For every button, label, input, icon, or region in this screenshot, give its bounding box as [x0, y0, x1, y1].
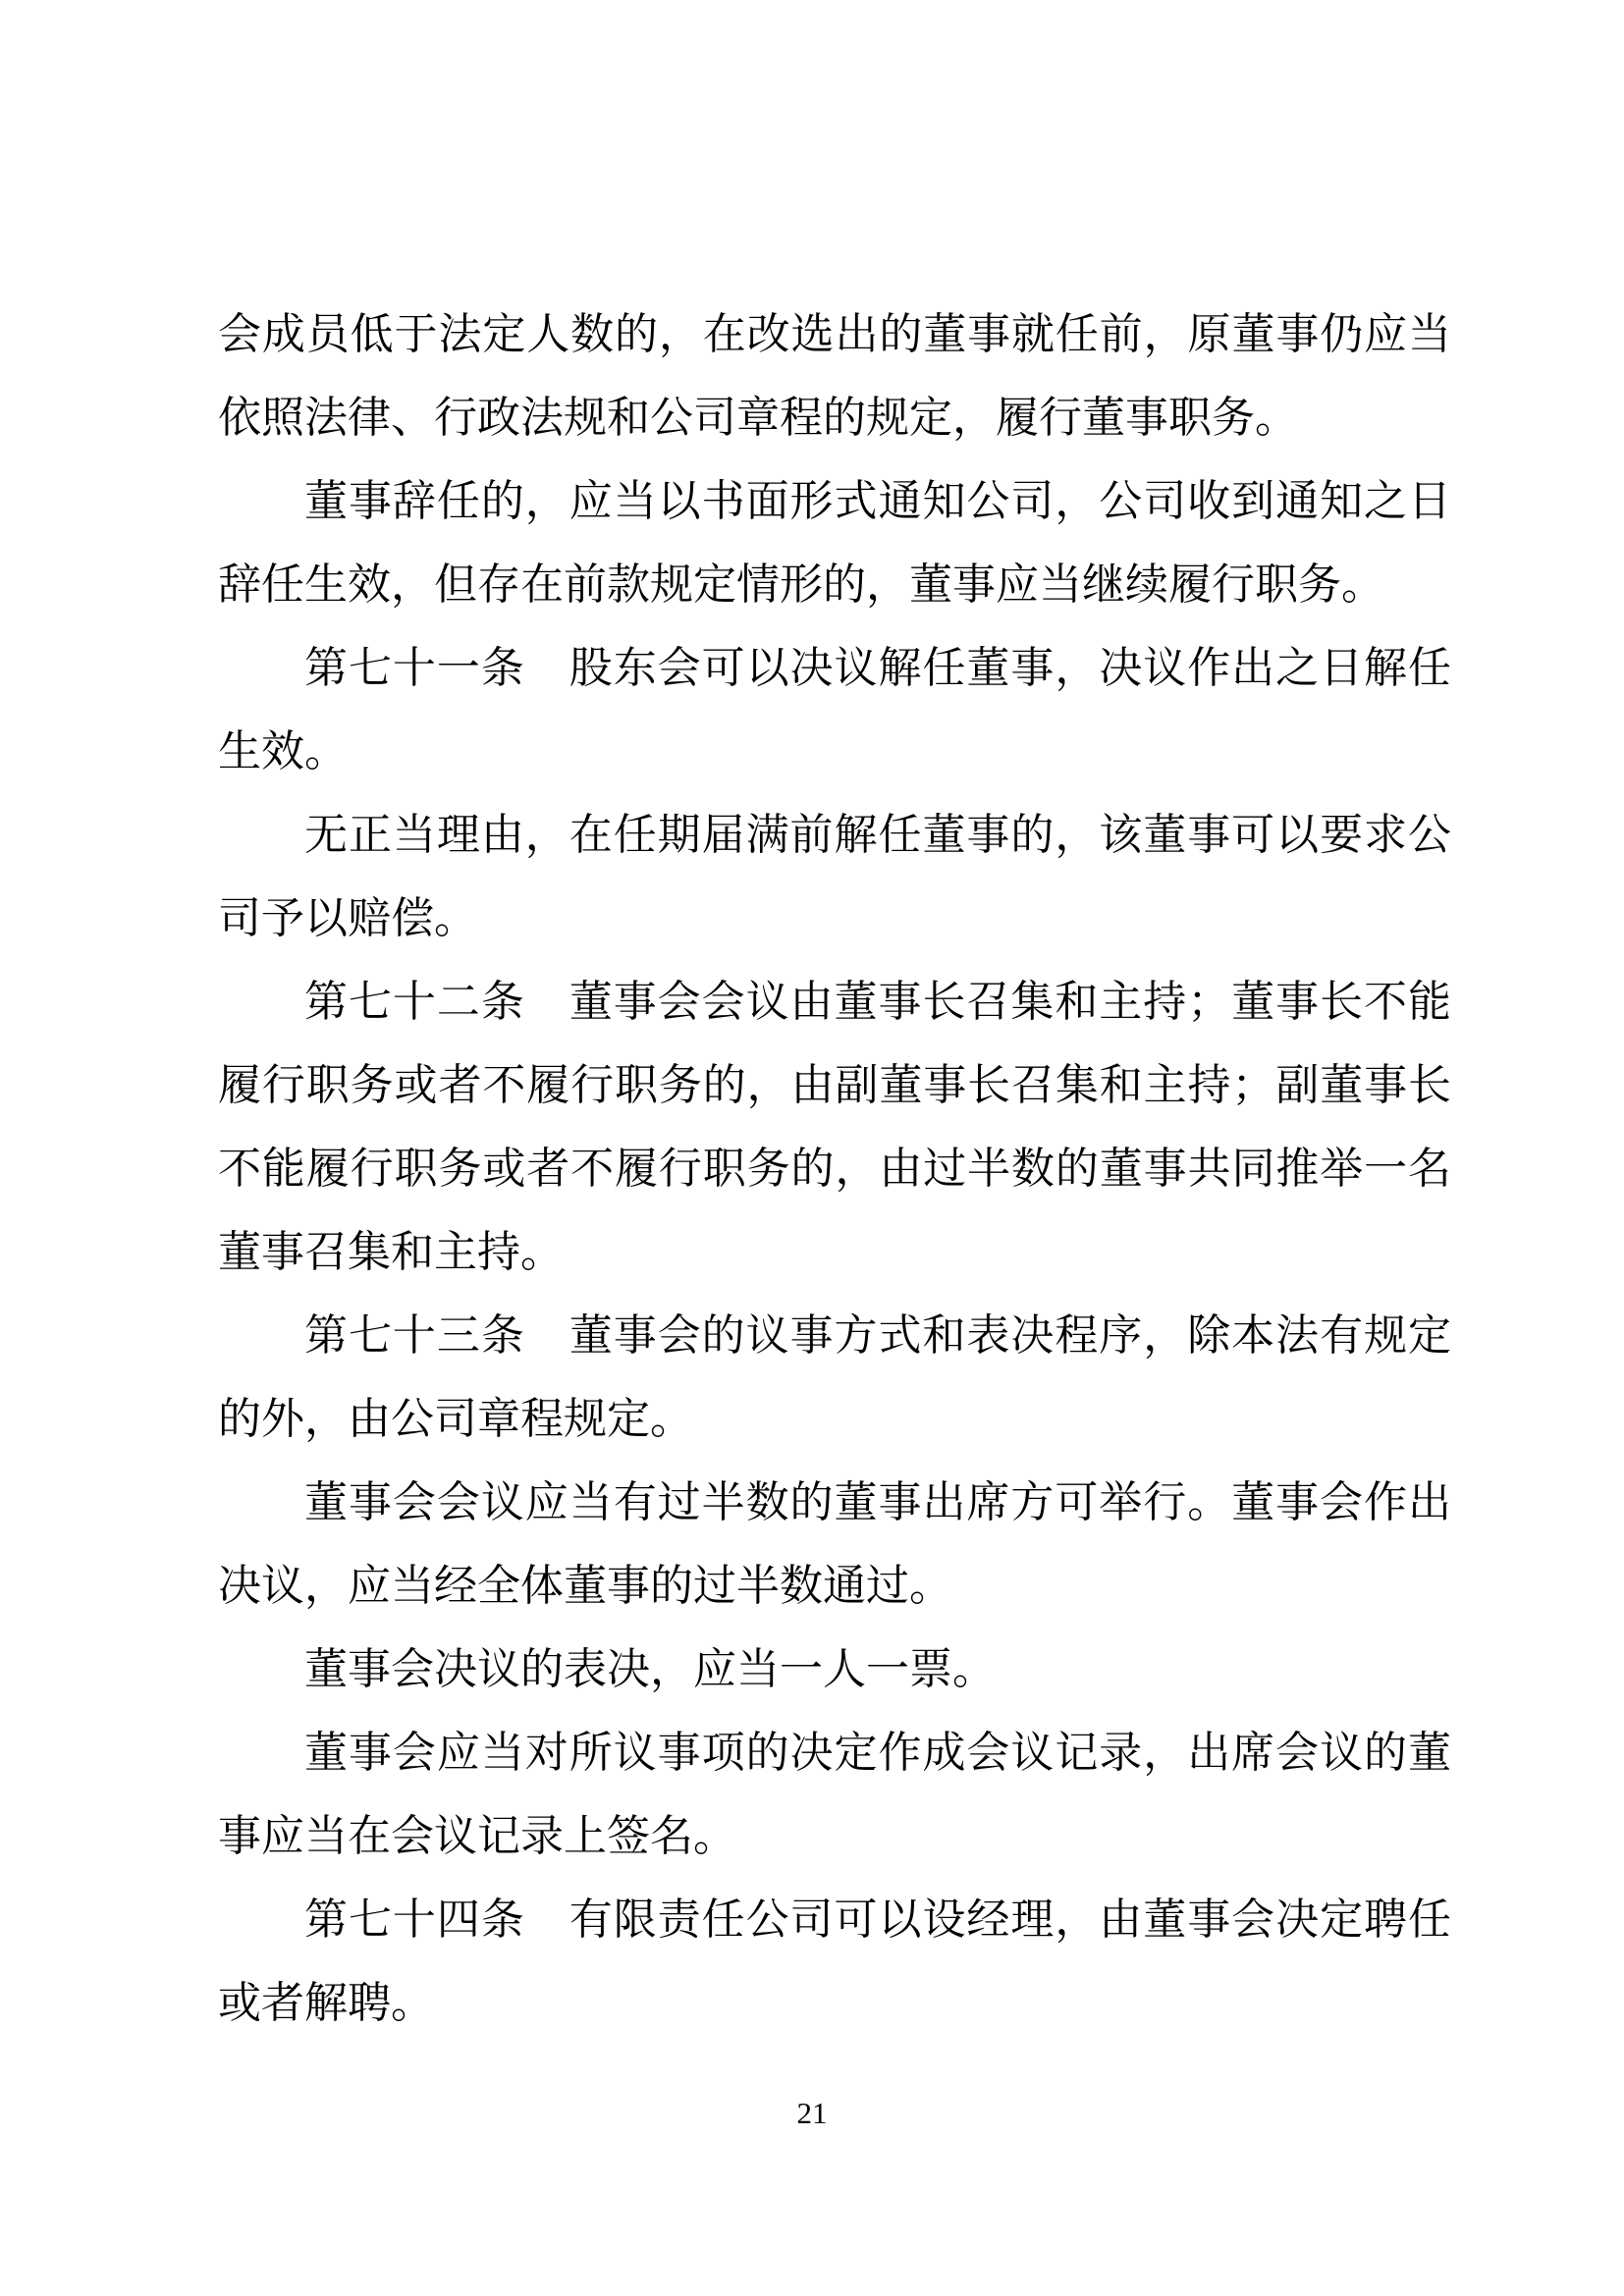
- paragraph-article-71: 第七十一条 股东会可以决议解任董事，决议作出之日解任生效。: [218, 644, 1451, 775]
- paragraph-article-74: 第七十四条 有限责任公司可以设经理，由董事会决定聘任或者解聘。: [218, 1896, 1451, 2027]
- page-number: 21: [796, 2096, 828, 2130]
- paragraph-continuation: 会成员低于法定人数的，在改选出的董事就任前，原董事仍应当依照法律、行政法规和公司章程的规定，履行董事职务。: [218, 310, 1451, 442]
- paragraph-article-72: 第七十二条 董事会会议由董事长召集和主持；董事长不能履行职务或者不履行职务的，由副董事长召集和主持；副董事长不能履行职务或者不履行职务的，由过半数的董事共同推举一名董事召集和主持。: [218, 978, 1451, 1276]
- paragraph: 无正当理由，在任期届满前解任董事的，该董事可以要求公司予以赔偿。: [218, 811, 1451, 942]
- paragraph: 董事会决议的表决，应当一人一票。: [304, 1645, 996, 1693]
- paragraph: 董事会应当对所议事项的决定作成会议记录，出席会议的董事应当在会议记录上签名。: [218, 1729, 1451, 1860]
- paragraph: 董事辞任的，应当以书面形式通知公司，公司收到通知之日辞任生效，但存在前款规定情形的，董事应当继续履行职务。: [218, 477, 1451, 609]
- document-body: [218, 293, 1451, 2045]
- paragraph: 董事会会议应当有过半数的董事出席方可举行。董事会作出决议，应当经全体董事的过半数通过。: [218, 1478, 1451, 1610]
- paragraph-article-73: 第七十三条 董事会的议事方式和表决程序，除本法有规定的外，由公司章程规定。: [218, 1311, 1451, 1443]
